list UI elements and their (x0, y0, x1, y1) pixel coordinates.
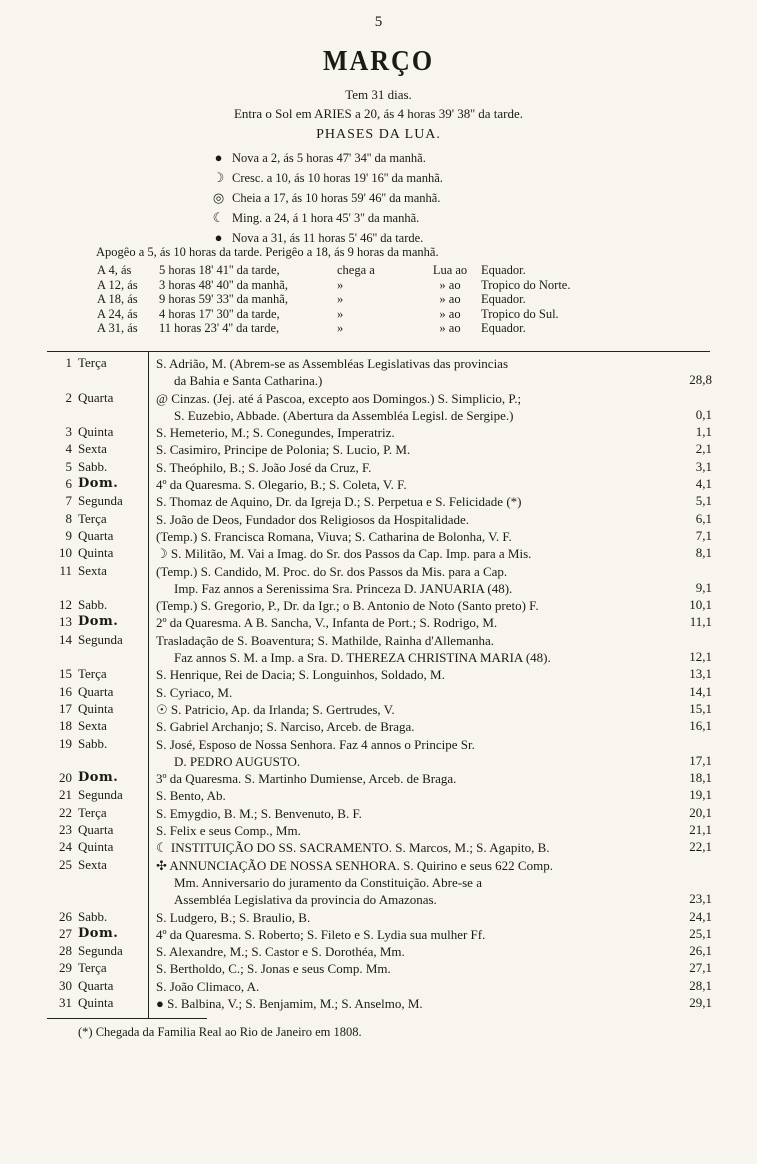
day-text (148, 459, 660, 476)
calendar-row (47, 614, 712, 631)
equator-cell: » (337, 321, 344, 336)
equator-cell: » (337, 306, 344, 321)
day-number: 1 (65, 355, 72, 370)
day-text (148, 476, 660, 493)
weekday: Segunda (78, 943, 123, 959)
sun-line: Entra o Sol em ARIES a 20, ás 4 horas 39' 38'' da tarde. (233, 106, 523, 121)
moon-age: 15,1 (689, 700, 712, 716)
day-text (148, 563, 660, 598)
moon-age: 22,1 (689, 839, 712, 855)
moon-age: 17,1 (689, 752, 712, 768)
weekday: Quarta (78, 527, 114, 543)
weekday: Quinta (78, 545, 114, 561)
day-text-line: S. Alexandre, M.; S. Castor e S. Dorothéa, Mm. (156, 944, 405, 960)
day-text (148, 666, 660, 683)
day-text (148, 597, 660, 614)
weekday: Terça (78, 355, 107, 370)
calendar-row (47, 424, 712, 441)
weekday: Terça (78, 666, 107, 682)
weekday: Sexta (78, 562, 107, 578)
day-number: 29 (59, 960, 72, 976)
day-text (148, 718, 660, 735)
day-number: 13 (59, 614, 72, 630)
day-number: 24 (59, 839, 72, 855)
day-text (148, 822, 660, 839)
weekday: Sexta (78, 441, 107, 457)
calendar-row (47, 943, 712, 960)
day-number: 9 (65, 527, 72, 543)
day-text-line: Faz annos S. M. a Imp. a Sra. D. THEREZA CHRISTINA MARIA (48). (174, 650, 551, 666)
weekday: Quarta (78, 683, 114, 699)
equator-cell: » ao (439, 321, 461, 336)
calendar-row (47, 960, 712, 977)
calendar-row (47, 978, 712, 995)
moon-age: 13,1 (689, 666, 712, 682)
day-number: 5 (65, 458, 72, 474)
equator-cell: » ao (439, 306, 461, 321)
calendar-row (47, 718, 712, 735)
day-number: 17 (59, 700, 72, 716)
weekday: Terça (78, 510, 107, 526)
day-text (148, 684, 660, 701)
day-text (148, 545, 660, 562)
day-text-line: ✣ ANNUNCIAÇÃO DE NOSSA SENHORA. S. Quirino e seus 622 Comp. (156, 857, 553, 873)
day-text (148, 632, 660, 667)
moon-age: 21,1 (689, 822, 712, 838)
day-number: 28 (59, 943, 72, 959)
calendar-row (47, 459, 712, 476)
equator-cell: Lua ao (432, 263, 468, 277)
day-text-line: 3º da Quaresma. S. Martinho Dumiense, Arceb. de Braga. (156, 771, 457, 787)
day-text-line: Trasladação de S. Boaventura; S. Mathilde, Rainha d'Allemanha. (156, 632, 494, 648)
weekday: Quarta (78, 977, 114, 993)
calendar-row (47, 805, 712, 822)
weekday: Terça (78, 960, 107, 976)
footnote-rule (47, 1018, 207, 1019)
moon-age: 19,1 (689, 787, 712, 803)
calendar-row (47, 476, 712, 493)
day-text (148, 511, 660, 528)
moon-age: 26,1 (689, 943, 712, 959)
day-number: 23 (59, 822, 72, 838)
day-number: 7 (65, 493, 72, 509)
day-text (148, 736, 660, 771)
day-text-line: (Temp.) S. Candido, M. Proc. do Sr. dos Passos da Mis. para a Cap. (156, 563, 508, 579)
day-text (148, 614, 660, 631)
moon-age: 16,1 (689, 718, 712, 734)
weekday: Quinta (78, 994, 114, 1010)
equator-cell: Equador. (481, 292, 526, 307)
day-number: 12 (59, 597, 72, 613)
page-number: 5 (374, 14, 383, 30)
calendar-row (47, 493, 712, 510)
day-text (148, 995, 660, 1012)
calendar-row (47, 563, 712, 598)
calendar-row (47, 597, 712, 614)
day-text-line: S. Bento, Ab. (156, 788, 226, 804)
equator-cell: Tropico do Norte. (481, 277, 571, 292)
equator-cell: Equador. (481, 321, 526, 336)
equator-row (97, 321, 570, 336)
day-text-line: S. Theóphilo, B.; S. João José da Cruz, F. (156, 459, 372, 475)
day-number: 6 (65, 476, 72, 492)
equator-row (97, 307, 570, 322)
calendar-row (47, 770, 712, 787)
weekday: Dom. (78, 476, 119, 492)
equator-cell: 5 horas 18' 41'' da tarde, (159, 263, 280, 277)
day-text-line: S. Euzebio, Abbade. (Abertura da Assembléa Legisl. de Sergipe.) (174, 407, 514, 423)
calendar-row (47, 666, 712, 683)
day-text (148, 770, 660, 787)
calendar-row (47, 926, 712, 943)
calendar-row (47, 701, 712, 718)
day-number: 21 (59, 787, 72, 803)
day-text-line: 4º da Quaresma. S. Olegario, B.; S. Coleta, V. F. (156, 477, 407, 493)
day-text (148, 943, 660, 960)
moon-age: 27,1 (689, 960, 712, 976)
moon-age: 10,1 (689, 597, 712, 613)
moon-age: 0,1 (695, 406, 712, 422)
day-text-line: S. Felix e seus Comp., Mm. (156, 823, 301, 839)
equator-row (97, 292, 570, 307)
calendar-row (47, 857, 712, 909)
weekday: Segunda (78, 631, 123, 647)
day-number: 2 (65, 389, 72, 405)
weekday: Dom. (78, 770, 119, 786)
day-number: 8 (65, 510, 72, 526)
weekday: Sabb. (78, 735, 108, 751)
calendar-row (47, 355, 712, 390)
weekday: Quarta (78, 389, 114, 405)
day-text (148, 960, 660, 977)
moon-age: 23,1 (689, 891, 712, 907)
equator-cell: chega a (337, 263, 375, 277)
equator-cell: Tropico do Sul. (481, 306, 559, 321)
moon-age: 5,1 (695, 493, 712, 509)
equator-cell: Equador. (481, 263, 526, 277)
apogee-line: Apogêo a 5, ás 10 horas da tarde. Perigêo a 18, ás 9 horas da manhã. (96, 245, 439, 259)
day-number: 19 (59, 735, 72, 751)
day-text-line: 2º da Quaresma. A B. Sancha, V., Infanta de Port.; S. Rodrigo, M. (156, 615, 498, 631)
phase-row (211, 188, 443, 208)
day-text-line: S. Bertholdo, C.; S. Jonas e seus Comp. Mm. (156, 961, 391, 977)
weekday: Quinta (78, 424, 114, 440)
equator-cell: A 4, ás (97, 263, 132, 277)
day-text (148, 857, 660, 909)
weekday: Segunda (78, 787, 123, 803)
weekday: Quinta (78, 700, 114, 716)
equator-cell: A 24, ás (97, 306, 138, 321)
moon-age: 12,1 (689, 649, 712, 665)
calendar-row (47, 684, 712, 701)
calendar-row (47, 528, 712, 545)
day-text (148, 839, 660, 856)
equator-row (97, 263, 570, 278)
calendar-row (47, 736, 712, 771)
day-text (148, 701, 660, 718)
moon-age: 8,1 (695, 545, 712, 561)
moon-age: 11,1 (689, 614, 712, 630)
phase-row (211, 168, 443, 188)
weekday: Segunda (78, 493, 123, 509)
day-number: 20 (59, 770, 72, 786)
day-text (148, 926, 660, 943)
equator-cell: A 31, ás (97, 321, 138, 336)
equator-cell: A 18, ás (97, 292, 138, 307)
moon-age: 18,1 (689, 770, 712, 786)
phase-text: Cresc. a 10, ás 10 horas 19' 16'' da manhã. (232, 171, 443, 185)
calendar-row (47, 632, 712, 667)
day-number: 4 (65, 441, 72, 457)
day-text-line: S. José, Esposo de Nossa Senhora. Faz 4 annos o Principe Sr. (156, 736, 475, 752)
day-text-line: da Bahia e Santa Catharina.) (174, 373, 323, 389)
day-text-line: S. Ludgero, B.; S. Braulio, B. (156, 909, 311, 925)
calendar-row (47, 839, 712, 856)
equator-cell: A 12, ás (97, 277, 138, 292)
day-text (148, 978, 660, 995)
moon-age: 24,1 (689, 908, 712, 924)
day-text (148, 390, 660, 425)
day-text-line: ☾ INSTITUIÇÃO DO SS. SACRAMENTO. S. Marcos, M.; S. Agapito, B. (156, 840, 550, 856)
moon-age: 3,1 (695, 458, 712, 474)
day-text-line: Mm. Anniversario do juramento da Constituição. Abre-se a (174, 874, 482, 890)
day-text-line: S. Casimiro, Principe de Polonia; S. Lucio, P. M. (156, 442, 411, 458)
day-number: 16 (59, 683, 72, 699)
phase-text: Nova a 31, ás 11 horas 5' 46'' da tarde. (232, 231, 424, 245)
day-text (148, 528, 660, 545)
moon-age: 29,1 (689, 994, 712, 1010)
calendar-row (47, 822, 712, 839)
day-text-line: @ Cinzas. (Jej. até á Pascoa, excepto aos Domingos.) S. Simplicio, P.; (156, 390, 522, 406)
equator-cell: 9 horas 59' 33'' da manhã, (159, 292, 288, 307)
equator-cell: » ao (439, 292, 461, 307)
phase-text: Nova a 2, ás 5 horas 47' 34'' da manhã. (232, 151, 426, 165)
days-line: Tem 31 dias. (345, 87, 412, 102)
day-text-line: S. Hemeterio, M.; S. Conegundes, Imperatriz. (156, 425, 395, 441)
moon-age: 25,1 (689, 925, 712, 941)
moon-phases (211, 148, 443, 248)
moon-age: 28,8 (689, 372, 712, 388)
day-text-line: S. Emygdio, B. M.; S. Benvenuto, B. F. (156, 805, 362, 821)
equator-cell: » (337, 292, 344, 307)
day-text-line: S. Gabriel Archanjo; S. Narciso, Arceb. de Braga. (156, 719, 415, 735)
day-number: 27 (59, 925, 72, 941)
equator-cell: 4 horas 17' 30'' da tarde, (159, 306, 280, 321)
calendar-row (47, 511, 712, 528)
weekday: Sabb. (78, 908, 108, 924)
calendar-row (47, 545, 712, 562)
last-quarter-icon: ☾ (212, 210, 225, 225)
weekday: Quarta (78, 822, 114, 838)
day-text (148, 805, 660, 822)
new-moon-icon: ● (214, 230, 223, 245)
day-number: 15 (59, 666, 72, 682)
month-title: MARÇO (322, 44, 435, 77)
day-text-line: ☉ S. Patricio, Ap. da Irlanda; S. Gertrudes, V. (156, 701, 395, 717)
day-text-line: Assembléa Legislativa da provincia do Amazonas. (174, 892, 437, 908)
equator-cell: » ao (439, 277, 461, 292)
moon-age: 20,1 (689, 804, 712, 820)
day-text-line: ☽ S. Militão, M. Vai a Imag. do Sr. dos Passos da Cap. Imp. para a Mis. (156, 546, 532, 562)
weekday: Dom. (78, 925, 119, 941)
day-text-line: S. João de Deos, Fundador dos Religiosos da Hospitalidade. (156, 511, 470, 527)
day-text (148, 909, 660, 926)
top-rule (47, 351, 710, 352)
first-quarter-icon: ☽ (212, 170, 225, 185)
weekday: Dom. (78, 614, 119, 630)
day-number: 30 (59, 977, 72, 993)
calendar-row (47, 390, 712, 425)
day-number: 11 (59, 562, 72, 578)
day-text (148, 441, 660, 458)
equator-cell: 11 horas 23' 4'' da tarde, (159, 321, 280, 336)
phase-row (211, 148, 443, 168)
weekday: Sabb. (78, 597, 108, 613)
day-number: 22 (59, 804, 72, 820)
day-text (148, 493, 660, 510)
full-moon-icon: ◎ (212, 190, 225, 205)
footnote: (*) Chegada da Familia Real ao Rio de Janeiro em 1808. (78, 1025, 362, 1039)
weekday: Sabb. (78, 458, 108, 474)
day-text-line: D. PEDRO AUGUSTO. (174, 753, 301, 769)
moon-age: 2,1 (695, 441, 712, 457)
weekday: Terça (78, 804, 107, 820)
moon-age: 14,1 (689, 683, 712, 699)
day-text (148, 424, 660, 441)
day-number: 31 (59, 994, 72, 1010)
moon-age: 7,1 (695, 527, 712, 543)
equator-row (97, 278, 570, 293)
calendar-row (47, 441, 712, 458)
day-text-line: ● S. Balbina, V.; S. Benjamim, M.; S. Anselmo, M. (156, 995, 423, 1011)
day-text-line: S. Thomaz de Aquino, Dr. da Igreja D.; S. Perpetua e S. Felicidade (*) (156, 494, 522, 510)
moon-age: 1,1 (695, 424, 712, 440)
day-number: 26 (59, 908, 72, 924)
day-text (148, 787, 660, 804)
day-number: 18 (59, 718, 72, 734)
calendar-row (47, 787, 712, 804)
equator-table (97, 263, 570, 336)
equator-cell: » (337, 277, 344, 292)
moon-age: 6,1 (695, 510, 712, 526)
phase-text: Ming. a 24, á 1 hora 45' 3'' da manhã. (232, 211, 420, 225)
moon-age: 28,1 (689, 977, 712, 993)
day-text-line: S. Henrique, Rei de Dacia; S. Longuinhos, Soldado, M. (156, 667, 445, 683)
day-text-line: S. João Climaco, A. (156, 978, 260, 994)
moon-age: 4,1 (695, 476, 712, 492)
day-text-line: S. Cyriaco, M. (156, 684, 233, 700)
calendar-row (47, 909, 712, 926)
day-number: 10 (59, 545, 72, 561)
weekday: Sexta (78, 718, 107, 734)
day-text-line: Imp. Faz annos a Serenissima Sra. Princeza D. JANUARIA (48). (174, 580, 513, 596)
phase-text: Cheia a 17, ás 10 horas 59' 46'' da manhã. (232, 191, 441, 205)
phase-row (211, 208, 443, 228)
day-text (148, 355, 660, 390)
weekday: Sexta (78, 856, 107, 872)
day-text-line: S. Adrião, M. (Abrem-se as Assembléas Legislativas das provincias (156, 356, 509, 371)
day-text-line: (Temp.) S. Gregorio, P., Dr. da Igr.; o B. Antonio de Noto (Santo preto) F. (156, 598, 539, 614)
phases-title: PHASES DA LUA. (316, 127, 441, 142)
day-number: 3 (65, 424, 72, 440)
new-moon-icon: ● (214, 150, 223, 165)
weekday: Quinta (78, 839, 114, 855)
day-number: 25 (59, 856, 72, 872)
calendar-table (47, 355, 712, 1012)
calendar-row (47, 995, 712, 1012)
day-text-line: 4º da Quaresma. S. Roberto; S. Fileto e S. Lydia sua mulher Ff. (156, 926, 486, 942)
equator-cell: 3 horas 48' 40'' da manhã, (159, 277, 288, 292)
day-text-line: (Temp.) S. Francisca Romana, Viuva; S. Catharina de Bolonha, V. F. (156, 528, 512, 544)
day-number: 14 (59, 631, 72, 647)
moon-age: 9,1 (695, 579, 712, 595)
